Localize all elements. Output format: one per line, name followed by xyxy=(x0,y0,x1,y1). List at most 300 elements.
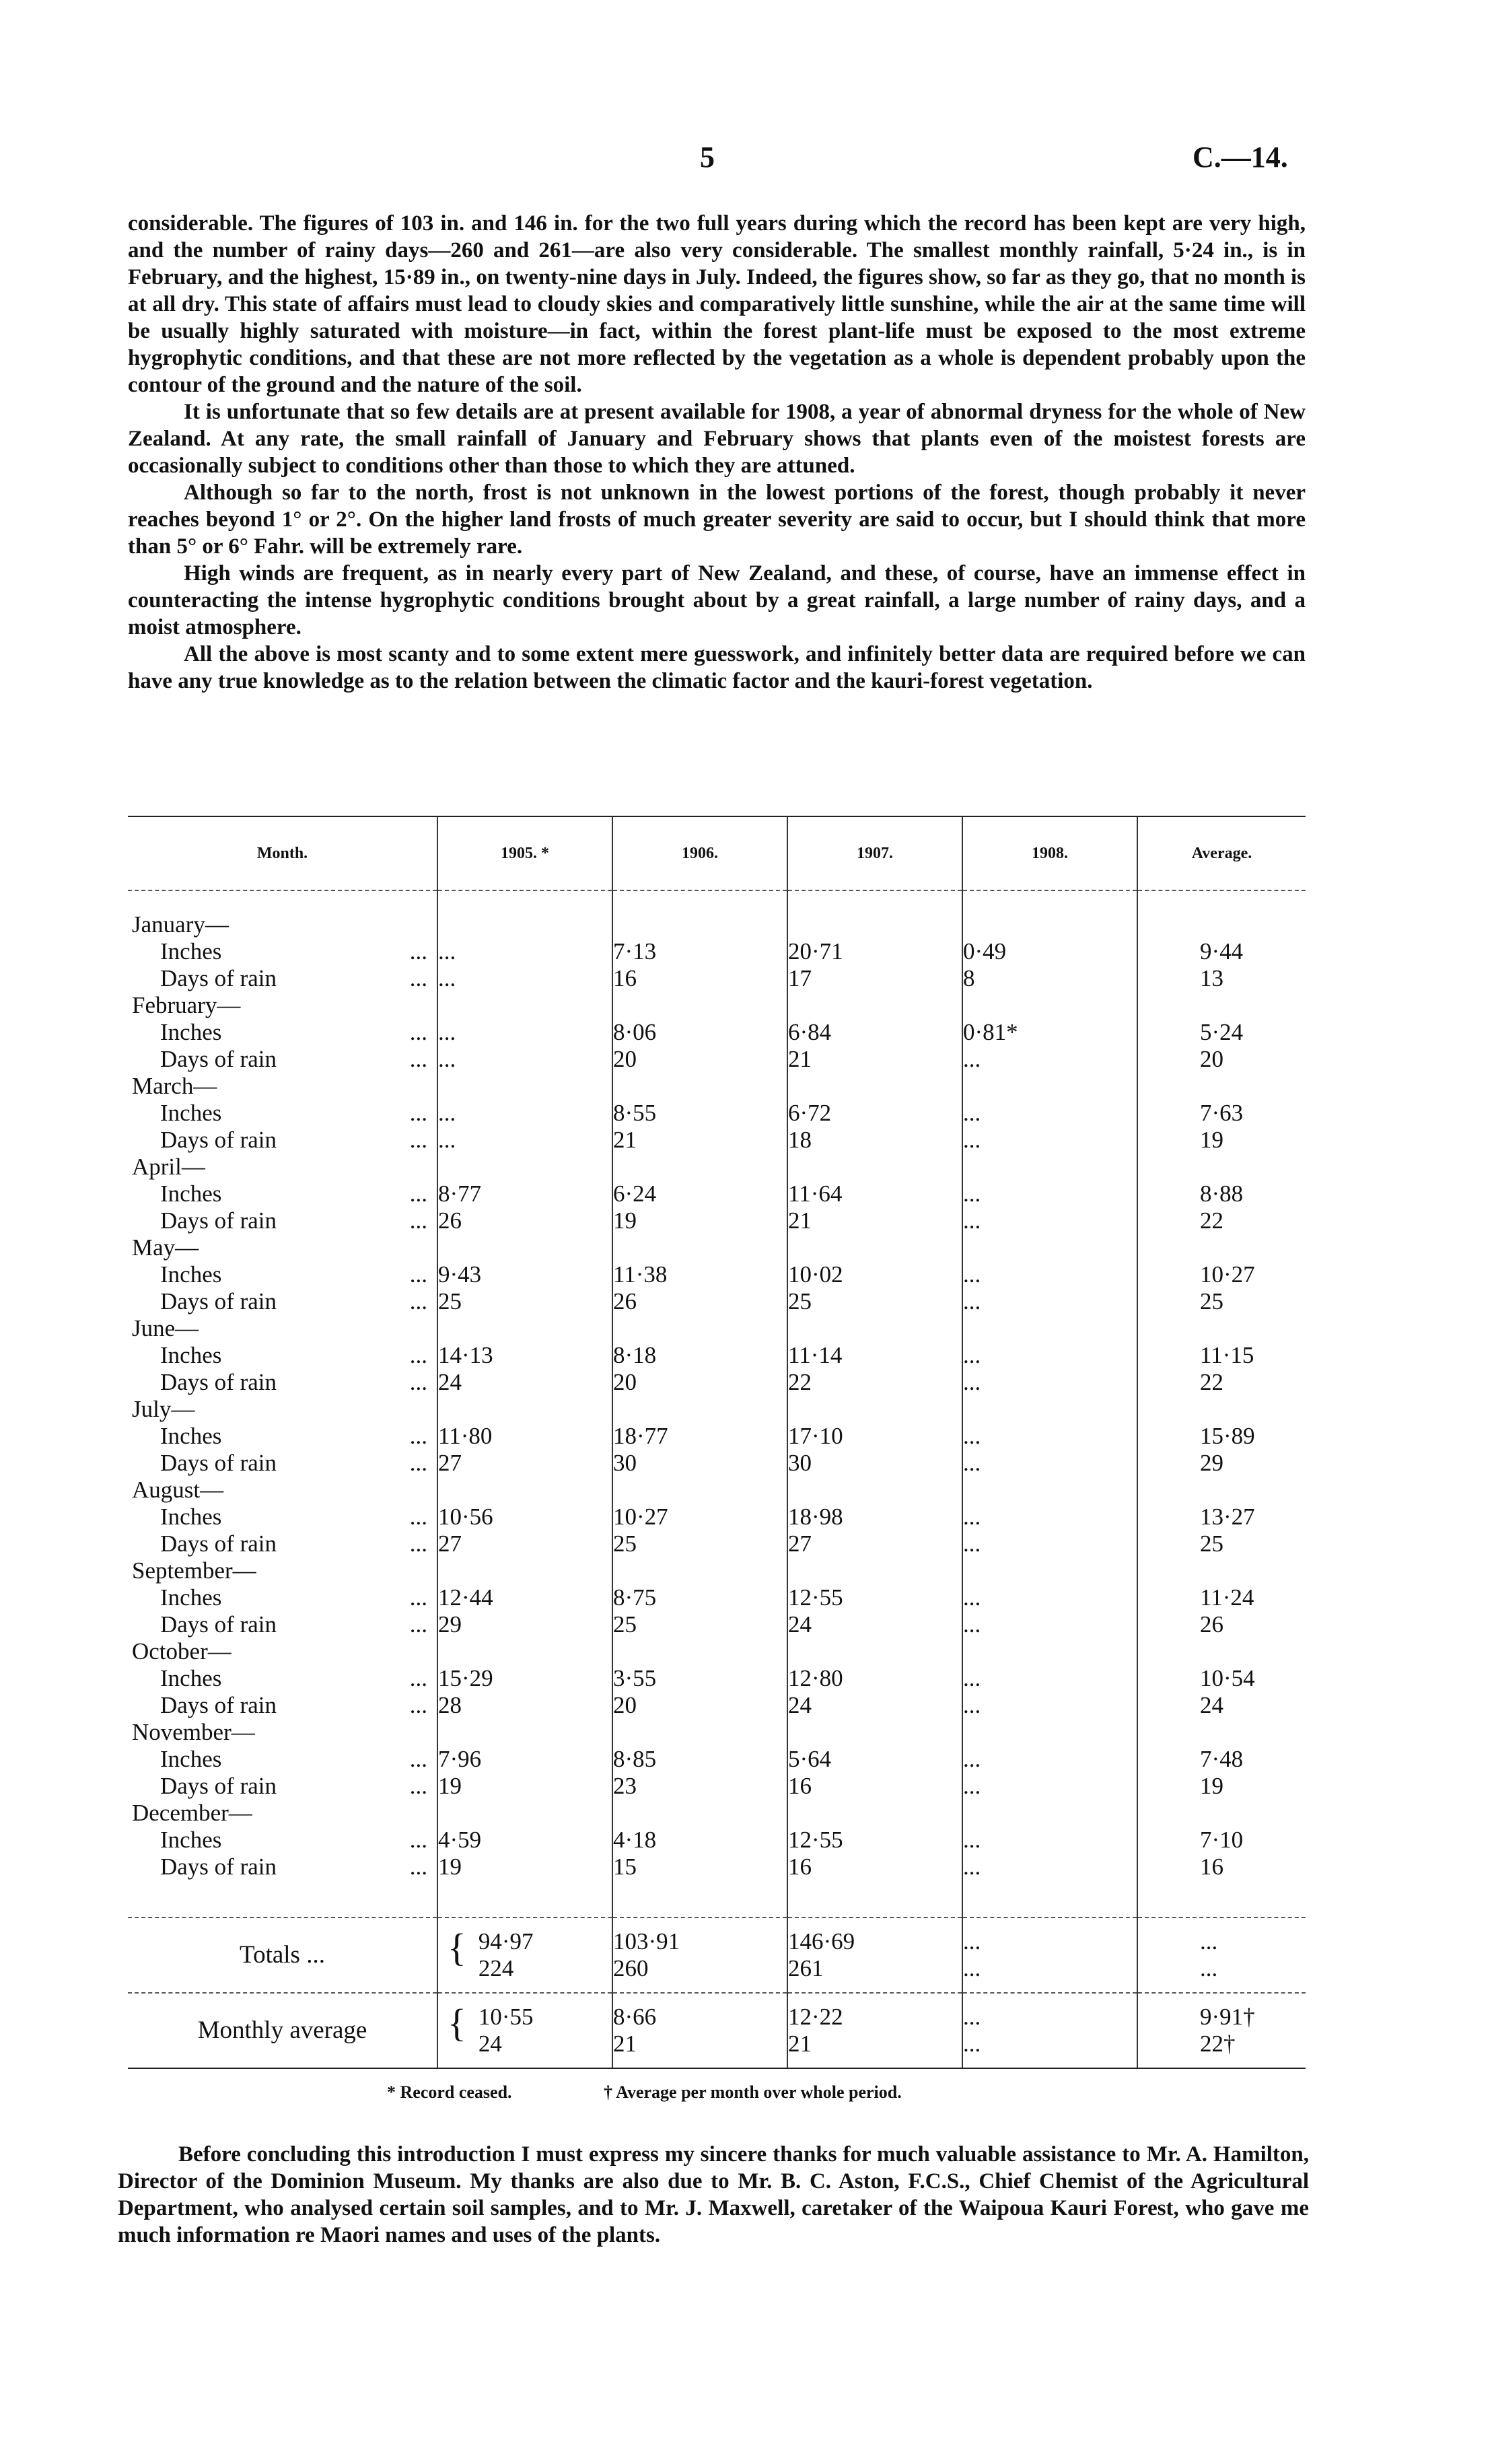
empty-cell xyxy=(437,911,612,938)
table-cell: 15·89 xyxy=(1137,1423,1306,1450)
summary-days: ... xyxy=(963,2031,981,2057)
empty-cell xyxy=(962,1477,1137,1504)
table-cell: ... xyxy=(962,1611,1137,1638)
stacked-values xyxy=(478,1928,534,1982)
month-name: March— xyxy=(132,1073,217,1099)
inches-label xyxy=(128,1100,437,1127)
table-cell: 16 xyxy=(787,1854,962,1880)
leader-dots: ... xyxy=(409,1207,427,1234)
spacer-row xyxy=(128,890,1306,911)
inches-row xyxy=(128,1504,1306,1530)
month-name: August— xyxy=(132,1477,224,1503)
empty-cell xyxy=(437,1638,612,1665)
spacer-cell xyxy=(437,890,612,911)
table-cell: 25 xyxy=(612,1611,787,1638)
spacer-cell xyxy=(1137,890,1306,911)
table-cell: ... xyxy=(962,1665,1137,1692)
table-cell: 7·63 xyxy=(1137,1100,1306,1127)
days-label xyxy=(128,1530,437,1557)
table-cell: 0·49 xyxy=(962,938,1137,965)
row-label-text: Inches xyxy=(160,1261,222,1288)
spacer-cell xyxy=(962,890,1137,911)
table-cell: 8·85 xyxy=(612,1746,787,1773)
month-name: September— xyxy=(132,1557,256,1584)
summary-days: 261 xyxy=(788,1955,824,1981)
table-cell: 30 xyxy=(612,1450,787,1477)
table-cell: 7·13 xyxy=(612,938,787,965)
table-cell: 10·02 xyxy=(787,1261,962,1288)
paragraph: considerable. The figures of 103 in. and 146 in. for the two full years during which the record has been kept are very high, and the number of rainy days—260 and 261—are also very considerable. The smallest monthly rainfall, 5·24 in., is in February, and the highest, 15·89 in., on twenty-nine days in July. Indeed, the figures show, so far as they go, that no month is at all dry. This state of affairs must lead to cloudy skies and comparatively little sunshine, while the air at the same time will be usually highly saturated with moisture—in fact, within the forest plant-life must be exposed to the most extreme hygrophytic conditions, and that these are not more reflected by the vegetation as a whole is dependent probably upon the contour of the ground and the nature of the soil. xyxy=(128,211,1306,397)
empty-cell xyxy=(787,1073,962,1100)
table-cell: 10·54 xyxy=(1137,1665,1306,1692)
empty-cell xyxy=(787,1154,962,1181)
empty-cell xyxy=(962,1234,1137,1261)
empty-cell xyxy=(962,1073,1137,1100)
table-cell: 6·84 xyxy=(787,1019,962,1046)
row-label-text: Days of rain xyxy=(160,1773,277,1799)
empty-cell xyxy=(612,1719,787,1746)
stacked-values xyxy=(788,1928,855,1982)
month-name: April— xyxy=(132,1154,205,1180)
table-cell: 19 xyxy=(437,1854,612,1880)
table-cell: 15 xyxy=(612,1854,787,1880)
table-cell: 0·81* xyxy=(962,1019,1137,1046)
summary-cell xyxy=(1137,1917,1306,1993)
table-cell: 25 xyxy=(612,1530,787,1557)
stacked-values xyxy=(1200,1928,1217,1982)
table-cell: 7·10 xyxy=(1137,1827,1306,1854)
table-cell: 20 xyxy=(612,1369,787,1396)
table-cell: 11·14 xyxy=(787,1342,962,1369)
empty-cell xyxy=(612,911,787,938)
days-of-rain-row xyxy=(128,965,1306,992)
table-cell: ... xyxy=(962,1530,1137,1557)
spacer-cell xyxy=(962,1880,1137,1899)
page-number: 5 xyxy=(700,141,715,174)
empty-cell xyxy=(612,1638,787,1665)
brace-glyph: { xyxy=(448,1926,466,1969)
spacer-row xyxy=(128,1880,1306,1899)
table-cell: 9·43 xyxy=(437,1261,612,1288)
empty-cell xyxy=(1137,911,1306,938)
leader-dots: ... xyxy=(409,1046,427,1072)
leader-dots: ... xyxy=(409,1181,427,1207)
table-cell: ... xyxy=(962,1181,1137,1207)
leader-dots: ... xyxy=(409,938,427,964)
table-cell: 25 xyxy=(787,1288,962,1315)
empty-cell xyxy=(1137,992,1306,1019)
table-cell: 25 xyxy=(1137,1530,1306,1557)
table-cell: 12·55 xyxy=(787,1827,962,1854)
stacked-values xyxy=(788,2004,843,2057)
empty-cell xyxy=(437,1800,612,1827)
table-header-row xyxy=(128,816,1306,890)
leader-dots: ... xyxy=(409,1261,427,1288)
spacer-cell xyxy=(787,890,962,911)
spacer-row xyxy=(128,1899,1306,1917)
days-label xyxy=(128,1207,437,1234)
month-row xyxy=(128,1638,1306,1665)
table-cell: 17·10 xyxy=(787,1423,962,1450)
row-label-text: Inches xyxy=(160,1584,222,1611)
table-cell: ... xyxy=(437,965,612,992)
leader-dots: ... xyxy=(409,1584,427,1611)
table-cell: 6·24 xyxy=(612,1181,787,1207)
table-cell: ... xyxy=(962,1584,1137,1611)
month-name: December— xyxy=(132,1800,252,1826)
table-cell: 24 xyxy=(1137,1692,1306,1719)
empty-cell xyxy=(437,1154,612,1181)
spacer-cell xyxy=(612,890,787,911)
summary-label: Monthly average xyxy=(128,1993,437,2068)
summary-cell xyxy=(612,1993,787,2068)
empty-cell xyxy=(612,1557,787,1584)
table-cell: 11·24 xyxy=(1137,1584,1306,1611)
empty-cell xyxy=(612,1396,787,1423)
column-header-1906: 1906. xyxy=(612,816,787,890)
days-label xyxy=(128,1288,437,1315)
leader-dots: ... xyxy=(409,1746,427,1772)
inches-row xyxy=(128,1342,1306,1369)
row-label-text: Inches xyxy=(160,1665,222,1691)
rainfall-table-wrapper xyxy=(128,816,1306,2069)
row-label-text: Inches xyxy=(160,1423,222,1449)
leader-dots: ... xyxy=(409,1127,427,1153)
days-of-rain-row xyxy=(128,1207,1306,1234)
leader-dots: ... xyxy=(409,1692,427,1718)
inches-row xyxy=(128,1100,1306,1127)
empty-cell xyxy=(787,1800,962,1827)
empty-cell xyxy=(962,911,1137,938)
leader-dots: ... xyxy=(409,1342,427,1368)
row-label-text: Inches xyxy=(160,1100,222,1126)
leader-dots: ... xyxy=(409,1019,427,1045)
table-cell: 22 xyxy=(1137,1207,1306,1234)
month-name: November— xyxy=(132,1719,255,1745)
table-cell: ... xyxy=(962,1746,1137,1773)
month-name: June— xyxy=(132,1315,199,1341)
table-cell: ... xyxy=(962,1207,1137,1234)
summary-days: 224 xyxy=(478,1955,514,1981)
row-label-text: Days of rain xyxy=(160,1530,277,1557)
summary-days: 260 xyxy=(613,1955,649,1981)
inches-label xyxy=(128,1423,437,1450)
row-label-text: Inches xyxy=(160,1746,222,1772)
empty-cell xyxy=(437,1396,612,1423)
empty-cell xyxy=(437,1234,612,1261)
table-cell: 12·55 xyxy=(787,1584,962,1611)
leader-dots: ... xyxy=(409,1854,427,1880)
summary-inches: 9·91† xyxy=(1200,2004,1255,2030)
table-cell: 4·59 xyxy=(437,1827,612,1854)
table-cell: 29 xyxy=(437,1611,612,1638)
spacer-cell xyxy=(612,1899,787,1917)
summary-inches: 94·97 xyxy=(478,1928,534,1955)
row-label-text: Inches xyxy=(160,1181,222,1207)
monthly-average-row xyxy=(128,1993,1306,2068)
summary-inches: ... xyxy=(1200,1928,1218,1955)
table-cell: ... xyxy=(962,1288,1137,1315)
table-cell: 27 xyxy=(437,1450,612,1477)
row-label-text: Days of rain xyxy=(160,1046,277,1072)
days-label xyxy=(128,1692,437,1719)
empty-cell xyxy=(787,1719,962,1746)
summary-cell xyxy=(612,1917,787,1993)
table-cell: 7·96 xyxy=(437,1746,612,1773)
summary-days: 24 xyxy=(478,2031,502,2057)
table-cell: 11·38 xyxy=(612,1261,787,1288)
spacer-cell xyxy=(128,890,437,911)
row-label-text: Days of rain xyxy=(160,1692,277,1718)
column-header-month: Month. xyxy=(128,816,437,890)
footnote-average: † Average per month over whole period. xyxy=(604,2082,902,2102)
table-cell: 16 xyxy=(787,1773,962,1800)
summary-days: ... xyxy=(963,1955,981,1981)
stacked-values xyxy=(613,2004,656,2057)
table-cell: 22 xyxy=(787,1369,962,1396)
empty-cell xyxy=(962,1800,1137,1827)
inches-row xyxy=(128,1665,1306,1692)
row-label-text: Inches xyxy=(160,1504,222,1530)
empty-cell xyxy=(787,992,962,1019)
empty-cell xyxy=(437,1719,612,1746)
leader-dots: ... xyxy=(409,1530,427,1557)
empty-cell xyxy=(612,992,787,1019)
table-cell: ... xyxy=(962,1046,1137,1073)
rainfall-table xyxy=(128,816,1306,2069)
table-cell: 30 xyxy=(787,1450,962,1477)
days-of-rain-row xyxy=(128,1692,1306,1719)
table-cell: 20 xyxy=(1137,1046,1306,1073)
month-row xyxy=(128,1719,1306,1746)
leader-dots: ... xyxy=(409,1423,427,1449)
month-row xyxy=(128,1073,1306,1100)
empty-cell xyxy=(1137,1073,1306,1100)
month-row xyxy=(128,1557,1306,1584)
table-cell: 5·64 xyxy=(787,1746,962,1773)
spacer-cell xyxy=(787,1880,962,1899)
table-cell: ... xyxy=(437,938,612,965)
days-label xyxy=(128,1773,437,1800)
empty-cell xyxy=(962,1315,1137,1342)
table-cell: 24 xyxy=(787,1611,962,1638)
inches-row xyxy=(128,1584,1306,1611)
empty-cell xyxy=(787,911,962,938)
table-cell: 20 xyxy=(612,1692,787,1719)
table-cell: ... xyxy=(962,1127,1137,1154)
table-cell: ... xyxy=(962,1692,1137,1719)
leader-dots: ... xyxy=(409,1773,427,1799)
table-cell: 20 xyxy=(612,1046,787,1073)
row-label-text: Days of rain xyxy=(160,1288,277,1314)
table-cell: 22 xyxy=(1137,1369,1306,1396)
empty-cell xyxy=(612,1154,787,1181)
empty-cell xyxy=(612,1234,787,1261)
table-cell: 27 xyxy=(787,1530,962,1557)
leader-dots: ... xyxy=(409,965,427,991)
table-cell: 26 xyxy=(612,1288,787,1315)
column-header-average: Average. xyxy=(1137,816,1306,890)
table-cell: 26 xyxy=(1137,1611,1306,1638)
inches-row xyxy=(128,1423,1306,1450)
row-label-text: Days of rain xyxy=(160,1127,277,1153)
column-header-1908: 1908. xyxy=(962,816,1137,890)
summary-inches: 146·69 xyxy=(788,1928,855,1955)
inches-label xyxy=(128,1181,437,1207)
empty-cell xyxy=(437,1315,612,1342)
empty-cell xyxy=(437,1073,612,1100)
empty-cell xyxy=(962,992,1137,1019)
table-cell: 28 xyxy=(437,1692,612,1719)
empty-cell xyxy=(1137,1477,1306,1504)
leader-dots: ... xyxy=(409,1504,427,1530)
row-label-text: Inches xyxy=(160,938,222,964)
table-cell: 8 xyxy=(962,965,1137,992)
body-text xyxy=(128,210,1306,695)
empty-cell xyxy=(1137,1800,1306,1827)
days-label xyxy=(128,1854,437,1880)
summary-inches: 12·22 xyxy=(788,2004,843,2030)
row-label-text: Days of rain xyxy=(160,1450,277,1476)
spacer-cell xyxy=(128,1899,437,1917)
table-cell: 11·15 xyxy=(1137,1342,1306,1369)
inches-row xyxy=(128,938,1306,965)
stacked-values xyxy=(963,1928,981,1982)
table-cell: 18 xyxy=(787,1127,962,1154)
empty-cell xyxy=(1137,1557,1306,1584)
summary-days: 21 xyxy=(613,2031,637,2057)
month-name: July— xyxy=(132,1396,195,1422)
empty-cell xyxy=(787,1396,962,1423)
days-of-rain-row xyxy=(128,1530,1306,1557)
empty-cell xyxy=(787,1557,962,1584)
column-header-1907: 1907. xyxy=(787,816,962,890)
spacer-cell xyxy=(437,1880,612,1899)
table-cell: 23 xyxy=(612,1773,787,1800)
empty-cell xyxy=(437,1477,612,1504)
summary-inches: 103·91 xyxy=(613,1928,680,1955)
inches-label xyxy=(128,1827,437,1854)
table-cell: 5·24 xyxy=(1137,1019,1306,1046)
month-row xyxy=(128,1154,1306,1181)
table-cell: 12·80 xyxy=(787,1665,962,1692)
table-cell: ... xyxy=(437,1127,612,1154)
empty-cell xyxy=(1137,1154,1306,1181)
row-label-text: Inches xyxy=(160,1342,222,1368)
spacer-cell xyxy=(1137,1899,1306,1917)
days-of-rain-row xyxy=(128,1127,1306,1154)
table-cell: 11·64 xyxy=(787,1181,962,1207)
table-cell: 19 xyxy=(1137,1127,1306,1154)
days-label xyxy=(128,965,437,992)
summary-inches: 8·66 xyxy=(613,2004,657,2030)
empty-cell xyxy=(1137,1638,1306,1665)
table-cell: ... xyxy=(962,1504,1137,1530)
table-cell: 19 xyxy=(1137,1773,1306,1800)
table-footnotes xyxy=(387,2082,902,2103)
empty-cell xyxy=(787,1234,962,1261)
table-cell: 20·71 xyxy=(787,938,962,965)
leader-dots: ... xyxy=(409,1369,427,1395)
empty-cell xyxy=(437,992,612,1019)
paragraph: All the above is most scanty and to some extent mere guesswork, and infinitely better data are required before we can have any true knowledge as to the relation between the climatic factor and the kauri-forest vegetation. xyxy=(128,642,1306,693)
inches-label xyxy=(128,1746,437,1773)
empty-cell xyxy=(1137,1234,1306,1261)
empty-cell xyxy=(612,1477,787,1504)
days-of-rain-row xyxy=(128,1369,1306,1396)
paragraph: High winds are frequent, as in nearly every part of New Zealand, and these, of course, have an immense effect in counteracting the intense hygrophytic conditions brought about by a great rainfall, a large number of rainy days, and a moist atmosphere. xyxy=(128,561,1306,639)
days-of-rain-row xyxy=(128,1611,1306,1638)
inches-row xyxy=(128,1261,1306,1288)
table-cell: 8·75 xyxy=(612,1584,787,1611)
table-cell: 18·77 xyxy=(612,1423,787,1450)
inches-row xyxy=(128,1827,1306,1854)
row-label-text: Inches xyxy=(160,1827,222,1853)
brace-glyph: { xyxy=(448,2001,466,2045)
inches-label xyxy=(128,1342,437,1369)
days-of-rain-row xyxy=(128,1288,1306,1315)
days-label xyxy=(128,1611,437,1638)
table-cell: ... xyxy=(962,1827,1137,1854)
summary-cell xyxy=(787,1917,962,1993)
table-cell: 25 xyxy=(1137,1288,1306,1315)
empty-cell xyxy=(962,1396,1137,1423)
table-cell: ... xyxy=(962,1773,1137,1800)
empty-cell xyxy=(612,1073,787,1100)
empty-cell xyxy=(962,1638,1137,1665)
empty-cell xyxy=(787,1477,962,1504)
table-cell: 7·48 xyxy=(1137,1746,1306,1773)
table-cell: 9·44 xyxy=(1137,938,1306,965)
leader-dots: ... xyxy=(409,1100,427,1126)
table-cell: 21 xyxy=(787,1046,962,1073)
table-cell: 13 xyxy=(1137,965,1306,992)
empty-cell xyxy=(787,1315,962,1342)
summary-cell xyxy=(1137,1993,1306,2068)
summary-cell xyxy=(962,1917,1137,1993)
empty-cell xyxy=(962,1557,1137,1584)
table-cell: 24 xyxy=(437,1369,612,1396)
totals-row xyxy=(128,1917,1306,1993)
inches-label xyxy=(128,1504,437,1530)
table-body xyxy=(128,890,1306,2068)
days-of-rain-row xyxy=(128,1773,1306,1800)
row-label-text: Days of rain xyxy=(160,1369,277,1395)
row-label-text: Days of rain xyxy=(160,1207,277,1234)
spacer-cell xyxy=(128,1880,437,1899)
table-cell: 8·88 xyxy=(1137,1181,1306,1207)
month-row xyxy=(128,911,1306,938)
table-cell: 8·06 xyxy=(612,1019,787,1046)
table-cell: 26 xyxy=(437,1207,612,1234)
month-row xyxy=(128,992,1306,1019)
table-cell: ... xyxy=(962,1423,1137,1450)
summary-inches: ... xyxy=(963,1928,981,1955)
days-of-rain-row xyxy=(128,1046,1306,1073)
days-label xyxy=(128,1127,437,1154)
summary-days: ... xyxy=(1200,1955,1218,1981)
table-cell: 13·27 xyxy=(1137,1504,1306,1530)
spacer-cell xyxy=(1137,1880,1306,1899)
table-cell: 21 xyxy=(612,1127,787,1154)
table-cell: 4·18 xyxy=(612,1827,787,1854)
row-label-text: Days of rain xyxy=(160,1611,277,1638)
stacked-values xyxy=(963,2004,981,2057)
inches-label xyxy=(128,1665,437,1692)
inches-label xyxy=(128,938,437,965)
table-cell: ... xyxy=(437,1046,612,1073)
month-row xyxy=(128,1800,1306,1827)
